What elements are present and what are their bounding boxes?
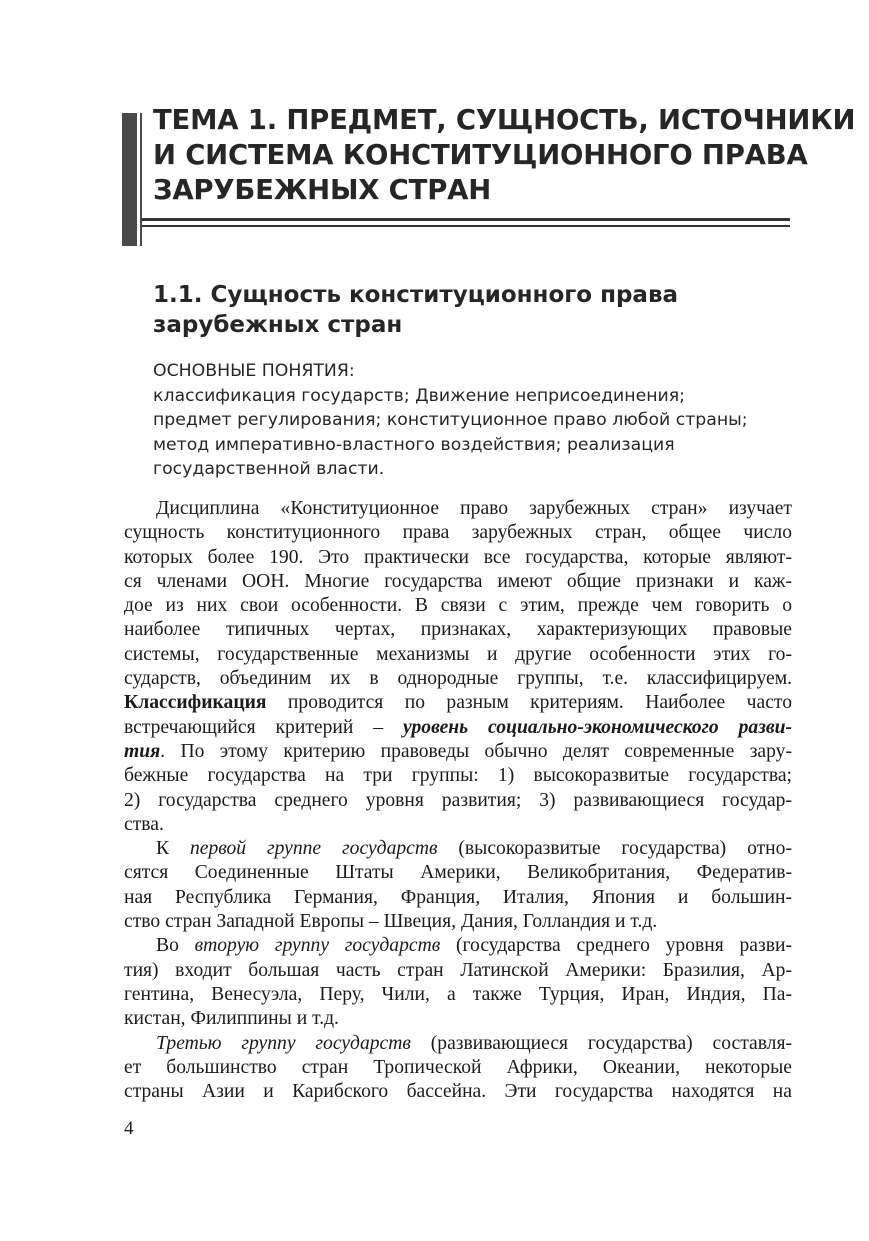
- text-line: сущность конституционного права зарубежных стран, общее число: [124, 522, 792, 544]
- chapter-title-line: И СИСТЕМА КОНСТИТУЦИОННОГО ПРАВА: [153, 139, 808, 171]
- text-line: ство стран Западной Европы – Швеция, Дания, Голландия и т.д.: [124, 911, 658, 933]
- chapter-rule-thin: [142, 225, 790, 227]
- term-second-group: вторую группу государств: [194, 935, 441, 957]
- text-line: [124, 691, 792, 715]
- text-line: ная Республика Германия, Франция, Италия, Япония и большин-: [124, 886, 792, 908]
- chapter-title-line: ТЕМА 1. ПРЕДМЕТ, СУЩНОСТЬ, ИСТОЧНИКИ: [153, 104, 856, 136]
- text-line: ет большинство стран Тропической Африки, Океании, некоторые: [124, 1056, 792, 1078]
- text-fragment: К: [156, 838, 190, 860]
- text-line: бежные государства на три группы: 1) высокоразвитые государства;: [124, 765, 792, 787]
- key-concepts-line: предмет регулирования; конституционное право любой страны;: [153, 410, 748, 430]
- text-line: страны Азии и Карибского бассейна. Эти государства находятся на: [124, 1081, 792, 1103]
- text-line: [124, 716, 792, 740]
- chapter-title-line: ЗАРУБЕЖНЫХ СТРАН: [153, 174, 492, 206]
- text-line: кистан, Филиппины и т.д.: [124, 1008, 339, 1030]
- key-concepts-line: государственной власти.: [153, 459, 385, 479]
- paragraph-intro: [124, 497, 792, 837]
- key-concepts-block: [153, 359, 793, 482]
- section-title: [153, 280, 678, 340]
- text-line: 2) государства среднего уровня развития; 3) развивающиеся государ-: [124, 789, 792, 811]
- paragraph-second-group: [124, 934, 792, 1031]
- text-line: [124, 740, 792, 764]
- paragraph-third-group: [124, 1032, 792, 1105]
- term-classification: Классификация: [124, 692, 267, 714]
- text-line: тия) входит большая часть стран Латинской Америки: Бразилия, Ар-: [124, 959, 792, 981]
- text-line: дое из них свои особенности. В связи с этим, прежде чем говорить о: [124, 595, 792, 617]
- text-line: сударств, объединим их в однородные группы, т.е. классифицируем.: [124, 668, 792, 690]
- paragraph-first-group: [124, 837, 792, 934]
- text-line: наиболее типичных чертах, признаках, характеризующих правовые: [124, 619, 792, 641]
- body-text: [124, 497, 792, 1104]
- text-line: [124, 837, 792, 861]
- chapter-heading-bar: [122, 113, 137, 246]
- text-line: Дисциплина «Конституционное право зарубежных стран» изучает: [156, 498, 792, 519]
- key-concepts-heading: ОСНОВНЫЕ ПОНЯТИЯ:: [153, 361, 355, 381]
- text-line: системы, государственные механизмы и другие особенности этих го-: [124, 643, 792, 665]
- chapter-title: [153, 103, 856, 208]
- term-criterion-end: тия: [124, 740, 161, 762]
- section-title-line: зарубежных стран: [153, 312, 403, 338]
- key-concepts-line: метод императивно-властного воздействия; реализация: [153, 434, 675, 455]
- text-line: сятся Соединенные Штаты Америки, Великобритания, Федератив-: [124, 862, 792, 884]
- text-fragment: (государства среднего уровня разви-: [440, 935, 792, 957]
- text-fragment: встречающийся критерий –: [124, 716, 404, 738]
- text-fragment: . По этому критерию правоведы обычно делят современные зару-: [160, 740, 792, 762]
- text-line: [124, 1032, 792, 1056]
- term-first-group: первой группе государств: [189, 838, 438, 860]
- section-title-line: 1.1. Сущность конституционного права: [153, 282, 679, 308]
- text-line: гентина, Венесуэла, Перу, Чили, а также Турция, Иран, Индия, Па-: [124, 983, 792, 1005]
- text-fragment: Во: [156, 935, 195, 957]
- text-line: ся членами ООН. Многие государства имеют общие признаки и каж-: [124, 570, 792, 592]
- text-fragment: (развивающиеся государства) составля-: [410, 1032, 792, 1054]
- text-line: [124, 934, 792, 958]
- term-third-group: Третью группу государств: [156, 1032, 411, 1054]
- key-concepts-line: классификация государств; Движение неприсоединения;: [153, 385, 685, 406]
- page-number: 4: [124, 1118, 134, 1139]
- text-fragment: (высокоразвитые государства) отно-: [437, 838, 792, 860]
- text-line: которых более 190. Это практически все государства, которые являют-: [124, 546, 792, 568]
- text-line: ства.: [124, 813, 164, 835]
- text-fragment: проводится по разным критериям. Наиболее часто: [266, 692, 792, 714]
- term-criterion: уровень социально-экономического разви-: [403, 716, 793, 738]
- chapter-rule-thick: [142, 218, 790, 221]
